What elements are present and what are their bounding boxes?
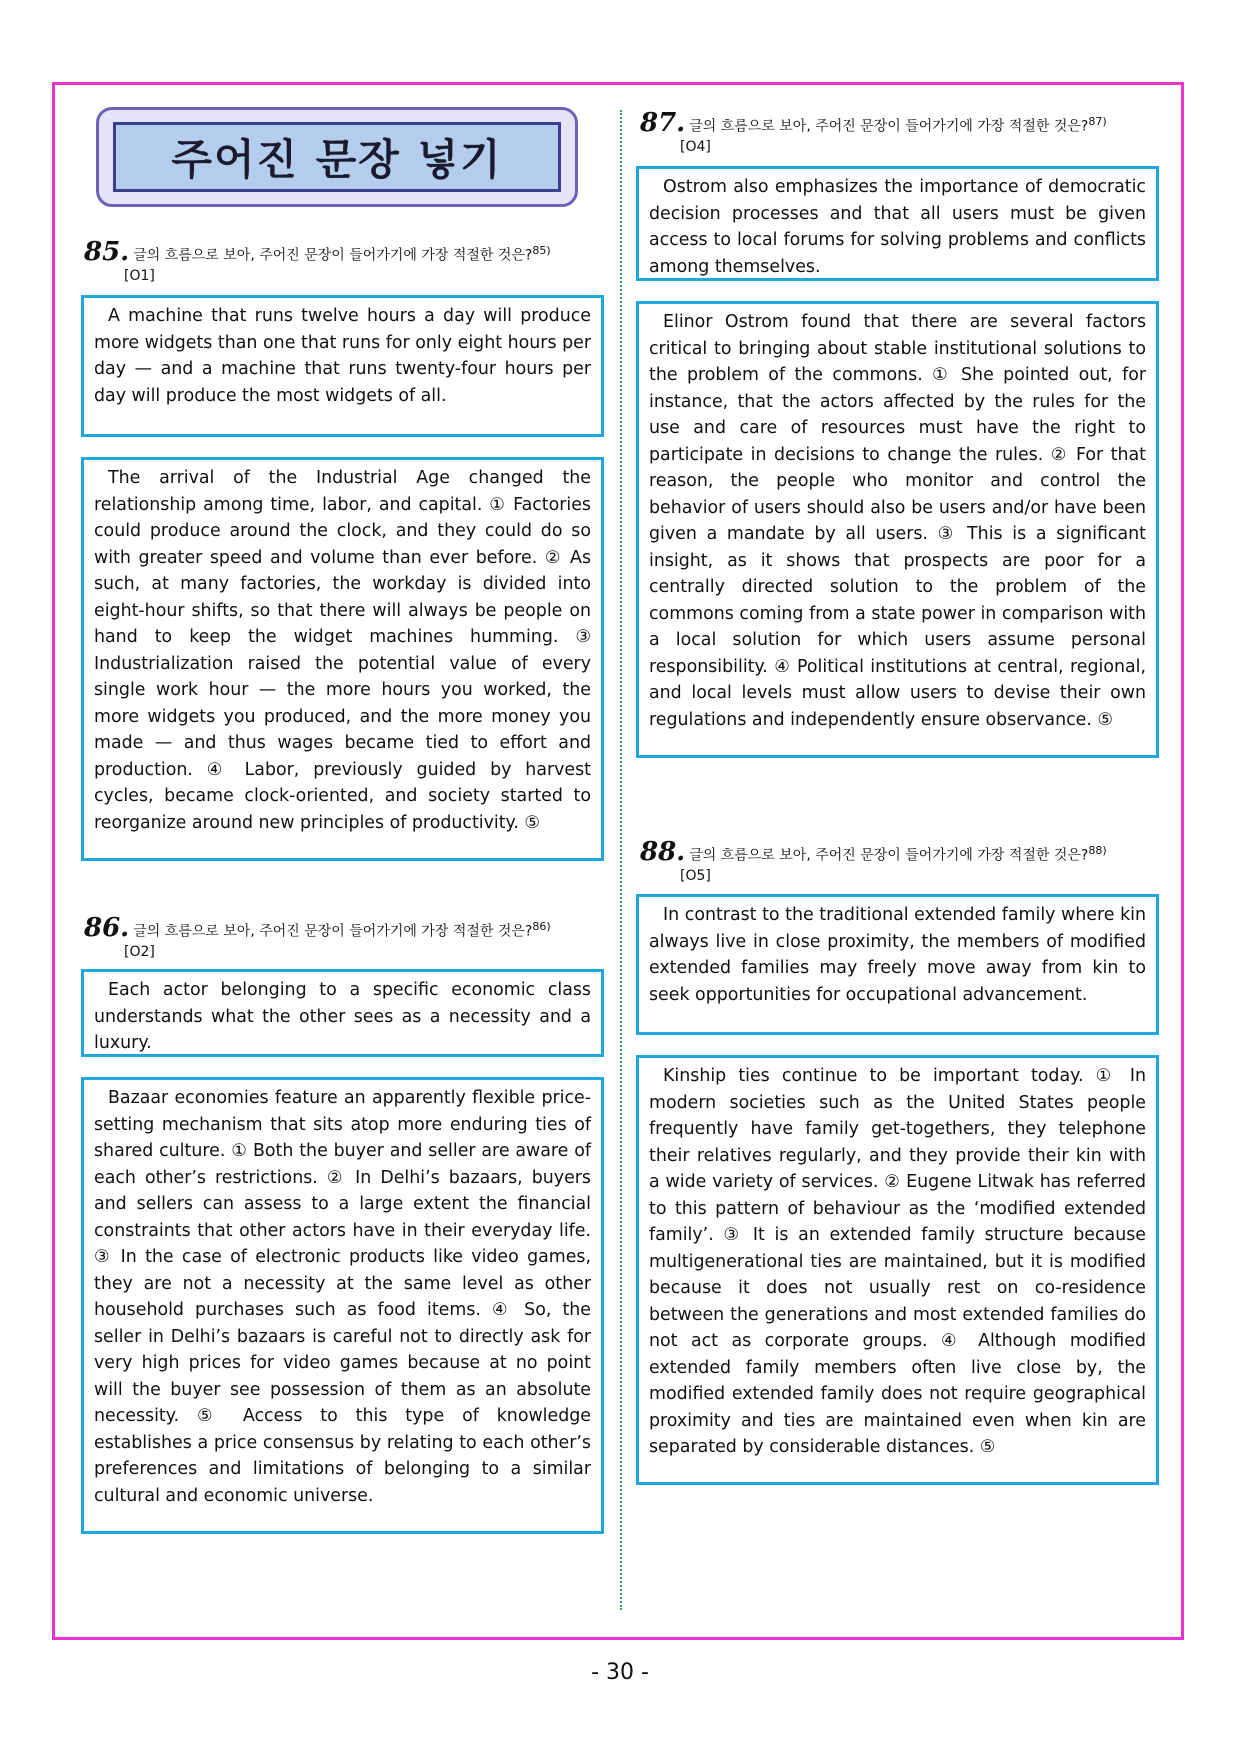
question-86-passage (81, 1077, 604, 1534)
question-number: 87. (640, 107, 686, 138)
question-code: [O2] (124, 943, 155, 960)
question-prompt: 글의 흐름으로 보아, 주어진 문장이 들어가기에 가장 적절한 것은? (133, 247, 533, 264)
question-code: [O5] (680, 867, 711, 884)
question-86-header (84, 912, 614, 961)
question-prompt: 글의 흐름으로 보아, 주어진 문장이 들어가기에 가장 적절한 것은? (689, 847, 1089, 864)
passage-text: The arrival of the Industrial Age changed the relationship among time, labor, and capital. ① Factories could produce around the clock, and they could do so with greater speed and volume than ever before. ② As such, at many factories, the workday is divided into eight-hour shifts, so that there will always be people on hand to keep the widget machines humming. ③ Industrialization raised the potential value of every single work hour — the more hours you worked, the more widgets you produced, and the more money you made — and thus wages became tied to effort and production. ④ Labor, previously guided by harvest cycles, became clock-oriented, and society started to reorganize around new principles of productivity. ⑤ (94, 468, 591, 833)
question-number: 88. (640, 836, 686, 867)
question-88-passage (636, 1055, 1159, 1485)
question-88-given-sentence (636, 894, 1159, 1035)
question-87-given-sentence (636, 166, 1159, 281)
question-88-header (640, 836, 1180, 885)
passage-text: Kinship ties continue to be important today. ① In modern societies such as the United States people frequently have family get-togethers, they telephone their relatives regularly, and they provide their kin with a wide variety of services. ② Eugene Litwak has referred to this pattern of behaviour as the ‘modified extended family’. ③ It is an extended family structure because multigenerational ties are maintained, but it is modified because it does not usually rest on co-residence between the generations and most extended families do not act as corporate groups. ④ Although modified extended family members often live close by, the modified extended family does not require geographical proximity and ties are maintained even when kin are separated by considerable distances. ⑤ (649, 1066, 1146, 1457)
given-sentence-text: Each actor belonging to a specific economic class understands what the other sees as a necessity and a luxury. (94, 980, 591, 1053)
question-87-header (640, 107, 1180, 156)
footnote-ref: 85) (532, 244, 551, 257)
page-number: - 30 - (591, 1660, 649, 1685)
question-number: 85. (84, 236, 130, 267)
column-divider (620, 110, 622, 1610)
question-code: [O4] (680, 138, 711, 155)
given-sentence-text: In contrast to the traditional extended family where kin always live in close proximity, the members of modified extended families may freely move away from kin to seek opportunities for occupational advancement. (649, 905, 1146, 1005)
footnote-ref: 87) (1088, 115, 1107, 128)
question-85-header (84, 236, 614, 285)
question-prompt: 글의 흐름으로 보아, 주어진 문장이 들어가기에 가장 적절한 것은? (133, 923, 533, 940)
question-85-given-sentence (81, 295, 604, 437)
footnote-ref: 86) (532, 920, 551, 933)
footnote-ref: 88) (1088, 844, 1107, 857)
question-85-passage (81, 457, 604, 861)
question-prompt: 글의 흐름으로 보아, 주어진 문장이 들어가기에 가장 적절한 것은? (689, 118, 1089, 135)
given-sentence-text: A machine that runs twelve hours a day will produce more widgets than one that runs for only eight hours per day — and a machine that runs twenty-four hours per day will produce the most widgets of all. (94, 306, 591, 406)
question-number: 86. (84, 912, 130, 943)
section-title-inner (113, 122, 561, 192)
question-code: [O1] (124, 267, 155, 284)
passage-text: Bazaar economies feature an apparently flexible price-setting mechanism that sits atop more enduring ties of shared culture. ① Both the buyer and seller are aware of each other’s restrictions. ② In Delhi’s bazaars, buyers and sellers can assess to a large extent the financial constraints that other actors have in their everyday life. ③ In the case of electronic products like video games, they are not a necessity at the same level as other household purchases such as food items. ④ So, the seller in Delhi’s bazaars is careful not to directly ask for very high prices for video games because at no point will the buyer see possession of them as an absolute necessity. ⑤ Access to this type of knowledge establishes a price consensus by relating to each other’s preferences and limitations of belonging to a similar cultural and economic universe. (94, 1088, 591, 1506)
question-86-given-sentence (81, 969, 604, 1057)
question-87-passage (636, 301, 1159, 758)
given-sentence-text: Ostrom also emphasizes the importance of democratic decision processes and that all users must be given access to local forums for solving problems and conflicts among themselves. (649, 177, 1146, 277)
section-title: 주어진 문장 넣기 (171, 135, 503, 184)
section-title-banner (96, 107, 578, 207)
passage-text: Elinor Ostrom found that there are several factors critical to bringing about stable institutional solutions to the problem of the commons. ① She pointed out, for instance, that the actors affected by the rules for the use and care of resources must have the right to participate in decisions to change the rules. ② For that reason, the people who monitor and control the behavior of users should also be users and/or have been given a mandate by all users. ③ This is a significant insight, as it shows that prospects are poor for a centrally directed solution to the problem of the commons coming from a state power in comparison with a local solution for which users assume personal responsibility. ④ Political institutions at central, regional, and local levels must allow users to devise their own regulations and independently ensure observance. ⑤ (649, 312, 1146, 730)
